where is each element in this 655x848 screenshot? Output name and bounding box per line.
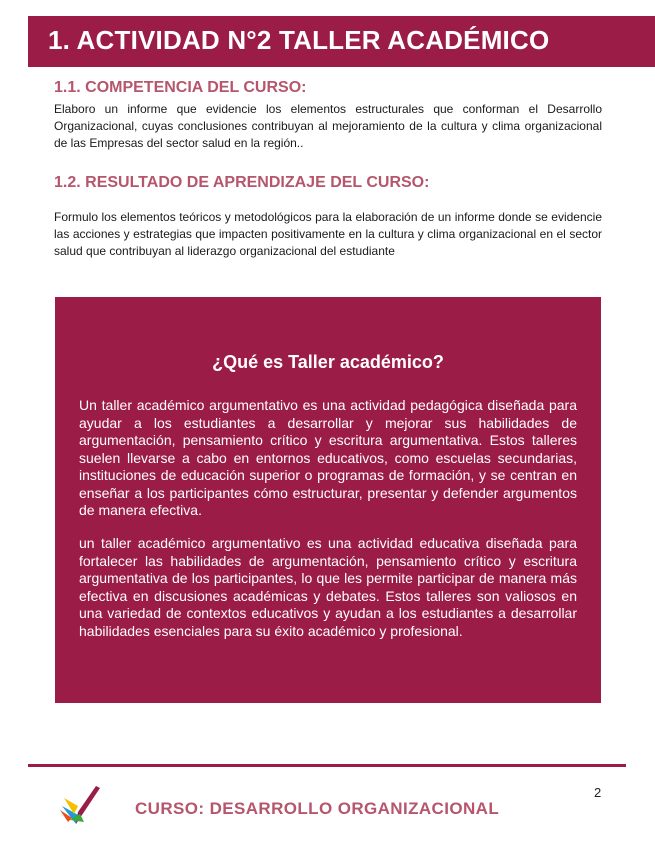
footer-course-name: CURSO: DESARROLLO ORGANIZACIONAL bbox=[135, 799, 500, 818]
info-box-title: ¿Qué es Taller académico? bbox=[212, 352, 444, 372]
header-band bbox=[28, 16, 655, 67]
info-box-paragraph-1: Un taller académico argumentativo es una actividad pedagógica diseñada para ayudar a los estudiantes a desarrollar y mejorar sus habilidades de argumentación, pensamiento crítico y escritura argumentativa. Estos talleres suelen llevarse a cabo en entornos educativos, como escuelas secundarias, instituciones de educación superior o programas de formación, y se centran en enseñar a los participantes cómo estructurar, presentar y defender argumentos de manera efectiva. bbox=[79, 397, 577, 518]
footer-divider bbox=[28, 764, 626, 767]
competencia-text: Elaboro un informe que evidencie los elementos estructurales que conforman el Desarrollo Organizacional, cuyas conclusiones contribuyan al mejoramiento de la cultura y clima organizacional de las Empresas del sector salud en la región.. bbox=[54, 102, 602, 150]
page-title: 1. ACTIVIDAD N°2 TALLER ACADÉMICO bbox=[48, 25, 550, 55]
checkmark-logo-icon bbox=[56, 784, 102, 828]
page-number: 2 bbox=[594, 785, 602, 800]
info-box-paragraph-2: un taller académico argumentativo es una actividad educativa diseñada para fortalecer las habilidades de argumentación, pensamiento crítico y escritura argumentativa de los participantes, lo que les permite participar de manera más efectiva en discusiones académicas y debates. Estos talleres son valiosos en una variedad de contextos educativos y ayudan a los estudiantes a desarrollar habilidades esenciales para su éxito académico y profesional. bbox=[79, 535, 577, 639]
competencia-heading: 1.1. COMPETENCIA DEL CURSO: bbox=[54, 79, 307, 96]
resultado-text: Formulo los elementos teóricos y metodológicos para la elaboración de un informe donde se evidencie las acciones y estrategias que impacten positivamente en la cultura y clima organizacional en el sector salud que contribuyan al liderazgo organizacional del estudiante bbox=[54, 210, 602, 258]
resultado-heading: 1.2. RESULTADO DE APRENDIZAJE DEL CURSO: bbox=[54, 174, 430, 191]
info-box bbox=[55, 297, 601, 703]
